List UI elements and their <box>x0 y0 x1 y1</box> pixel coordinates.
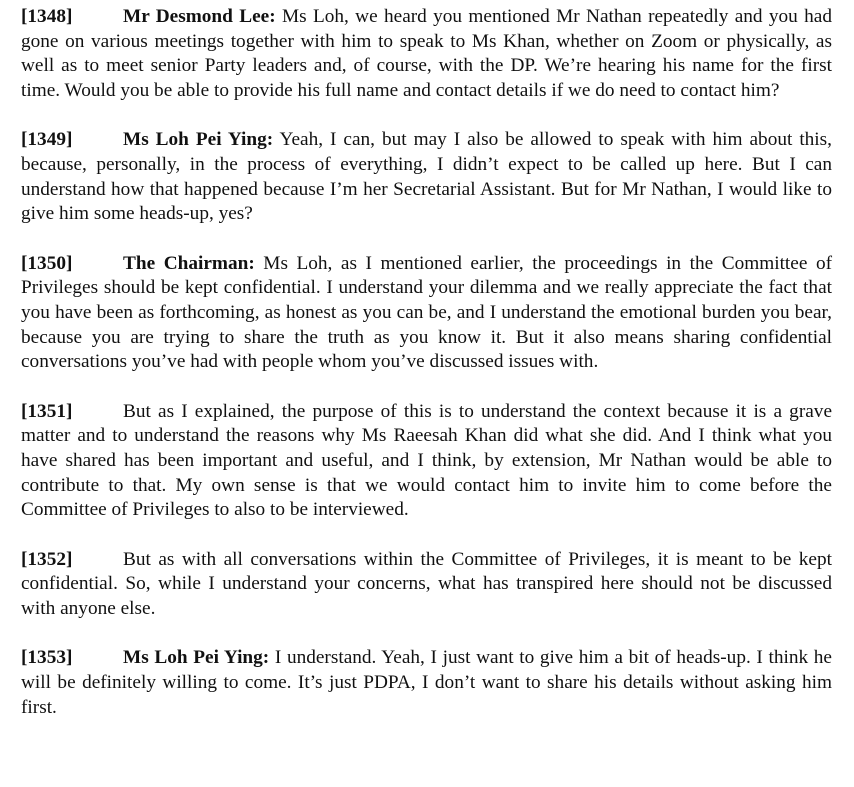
paragraph-text: Ms Loh, as I mentioned earlier, the proceedings in the Committee of Privileges should be kept confidential. I understand your dilemma and we really appreciate the fact that you have been as forthcoming, as honest as you can be, and I understand the emotional burden you bear, because you are trying to share the truth as you know it. But it also means sharing confidential conversations you’ve had with people whom you’ve discussed issues with. <box>21 252 833 373</box>
paragraph-number: [1349] <box>21 129 73 151</box>
paragraph-text: But as with all conversations within the Committee of Privileges, it is meant to be kept confidential. So, while I understand your concerns, what has transpired here should not be discussed with anyone else. <box>21 548 832 619</box>
transcript-paragraph-1353 <box>21 646 832 720</box>
paragraph-number: [1350] <box>21 252 73 274</box>
paragraph-text: I understand. Yeah, I just want to give him a bit of heads-up. I think he will be definitely willing to come. It’s just PDPA, I don’t want to share his details without asking him first. <box>21 647 832 718</box>
transcript-paragraph-1349 <box>21 128 832 226</box>
paragraph-number: [1353] <box>21 647 73 669</box>
paragraph-text: Yeah, I can, but may I also be allowed to speak with him about this, because, personally, in the process of everything, I didn’t expect to be called up here. But I can understand how that happened because I’m her Secretarial Assistant. But for Mr Nathan, I would like to give him some heads-up, yes? <box>21 129 832 225</box>
paragraph-number: [1351] <box>21 400 73 422</box>
paragraph-number: [1352] <box>21 548 73 570</box>
transcript-paragraph-1352 <box>21 548 832 622</box>
transcript-page <box>21 5 832 745</box>
transcript-paragraph-1348 <box>21 5 832 103</box>
paragraph-number: [1348] <box>21 6 73 27</box>
paragraph-text: But as I explained, the purpose of this is to understand the context because it is a grave matter and to understand the reasons why Ms Raeesah Khan did what she did. And I think what you have shared has been important and useful, and I think, by extension, Mr Nathan would be able to contribute to that. My own sense is that we would contact him to invite him to come before the Committee of Privileges to also to be interviewed. <box>21 400 832 521</box>
paragraph-text: Ms Loh, we heard you mentioned Mr Nathan repeatedly and you had gone on various meetings together with him to speak to Ms Khan, whether on Zoom or physically, as well as to meet senior Party leaders and, of course, with the DP. We’re hearing his name for the first time. Would you be able to provide his full name and contact details if we do need to contact him? <box>21 6 832 101</box>
speaker-name: The Chairman: <box>123 252 255 274</box>
transcript-paragraph-1350 <box>21 252 832 375</box>
speaker-name: Ms Loh Pei Ying: <box>123 129 274 151</box>
speaker-name: Mr Desmond Lee: <box>123 6 276 27</box>
speaker-name: Ms Loh Pei Ying: <box>123 647 270 669</box>
transcript-paragraph-1351 <box>21 400 832 523</box>
